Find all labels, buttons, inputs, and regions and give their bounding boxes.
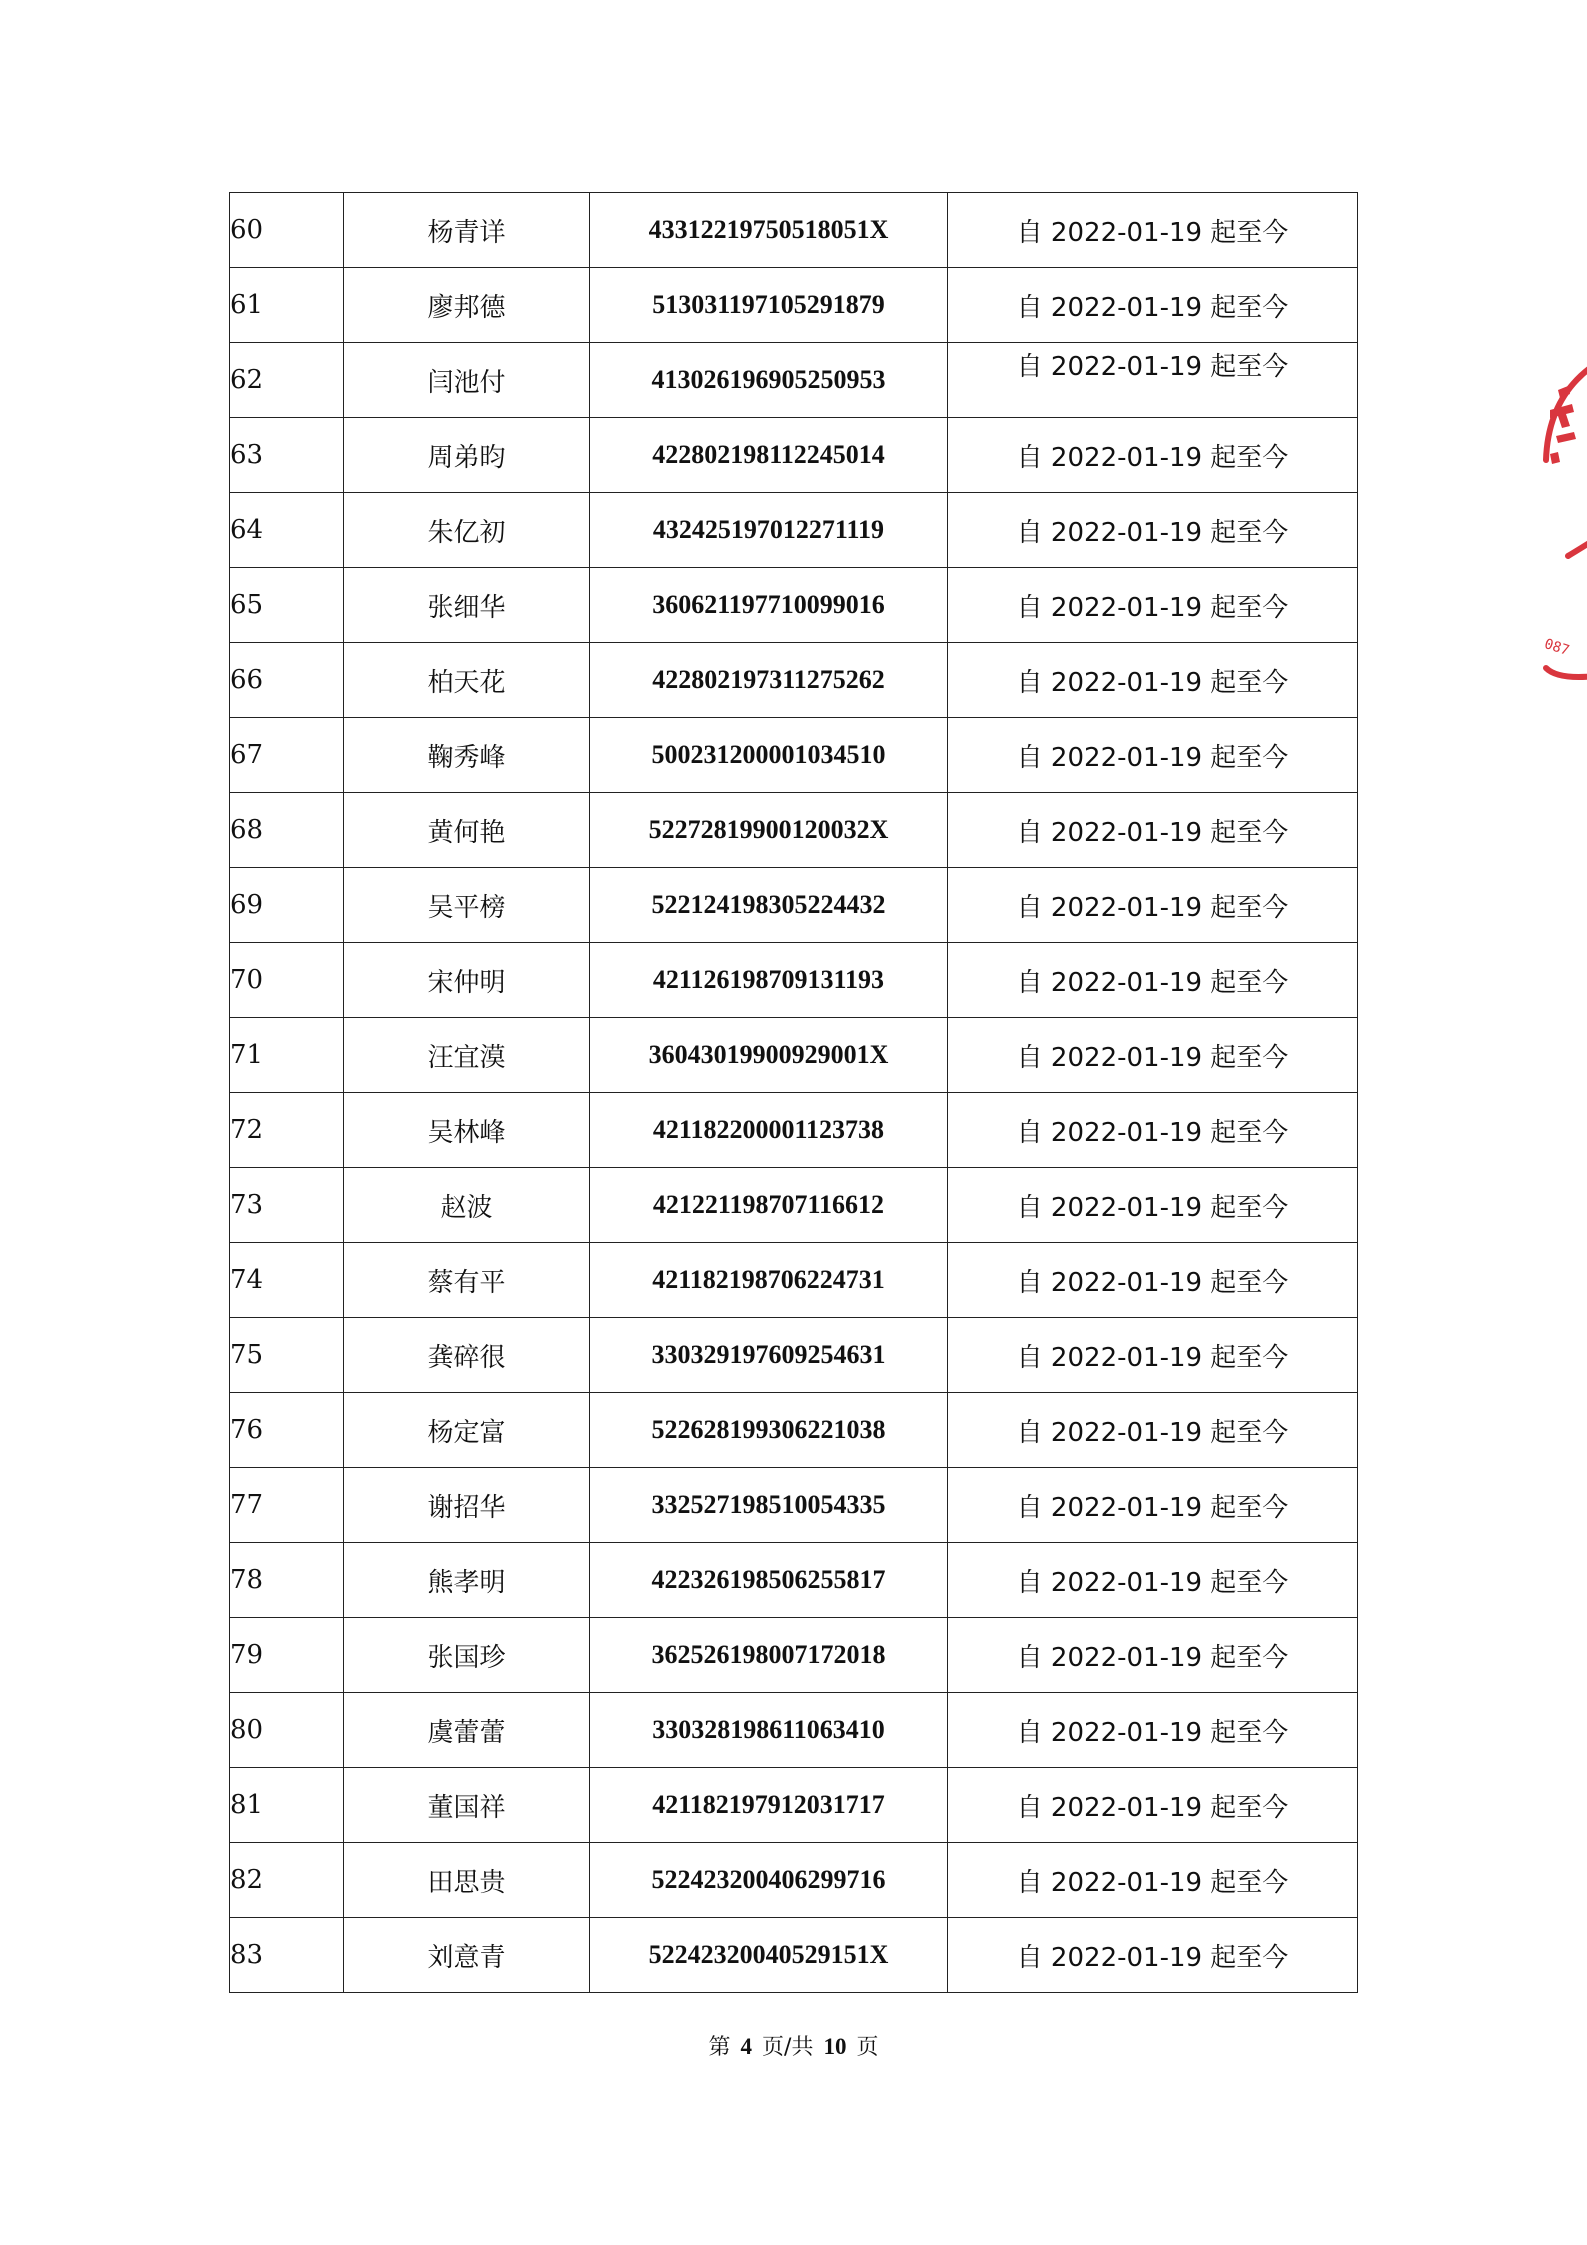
table-row — [230, 868, 1358, 943]
row-number-cell — [230, 1843, 344, 1918]
table-row — [230, 1693, 1358, 1768]
row-number-text: 60 — [230, 215, 264, 245]
name-cell — [344, 1168, 590, 1243]
name-cell — [344, 1393, 590, 1468]
name-text: 蔡有平 — [427, 1267, 506, 1298]
id-number-cell — [590, 568, 948, 643]
table-row — [230, 1243, 1358, 1318]
name-text: 田思贵 — [427, 1867, 506, 1898]
period-text: 自 2022-01-19 起至今 — [1016, 817, 1289, 848]
table-row — [230, 1768, 1358, 1843]
name-cell — [344, 1318, 590, 1393]
row-number-cell — [230, 1318, 344, 1393]
id-number-cell — [590, 193, 948, 268]
id-number-text: 52272819900120032X — [648, 815, 889, 844]
name-cell — [344, 1843, 590, 1918]
row-number-cell — [230, 793, 344, 868]
name-cell — [344, 1768, 590, 1843]
name-text: 吴平榜 — [427, 892, 506, 923]
period-text: 自 2022-01-19 起至今 — [1016, 1642, 1289, 1673]
table-row — [230, 268, 1358, 343]
id-number-text: 422802197311275262 — [652, 665, 885, 694]
name-text: 谢招华 — [427, 1492, 506, 1523]
id-number-cell — [590, 343, 948, 418]
id-number-text: 500231200001034510 — [651, 740, 886, 769]
period-cell — [948, 1768, 1358, 1843]
name-text: 张细华 — [427, 592, 506, 623]
table-row — [230, 718, 1358, 793]
name-text: 杨青详 — [427, 217, 506, 248]
id-number-cell — [590, 718, 948, 793]
id-number-cell — [590, 943, 948, 1018]
table-row — [230, 1168, 1358, 1243]
id-number-text: 36043019900929001X — [648, 1040, 889, 1069]
id-number-text: 421182200001123738 — [652, 1115, 885, 1144]
name-text: 闫池付 — [427, 367, 506, 398]
id-number-text: 522628199306221038 — [651, 1415, 886, 1444]
period-text: 自 2022-01-19 起至今 — [1016, 1792, 1289, 1823]
row-number-text: 62 — [230, 365, 264, 395]
period-text: 自 2022-01-19 起至今 — [1016, 1417, 1289, 1448]
period-cell — [948, 1843, 1358, 1918]
table-row — [230, 568, 1358, 643]
row-number-text: 71 — [230, 1040, 264, 1070]
row-number-cell — [230, 868, 344, 943]
period-cell — [948, 1693, 1358, 1768]
id-number-cell — [590, 1693, 948, 1768]
period-text: 自 2022-01-19 起至今 — [1016, 1942, 1289, 1973]
id-number-cell — [590, 1318, 948, 1393]
id-number-cell — [590, 1468, 948, 1543]
id-number-cell — [590, 1918, 948, 1993]
name-text: 刘意青 — [427, 1942, 506, 1973]
id-number-text: 413026196905250953 — [651, 365, 886, 394]
row-number-cell — [230, 943, 344, 1018]
period-cell — [948, 1918, 1358, 1993]
id-number-text: 360621197710099016 — [652, 590, 885, 619]
id-number-cell — [590, 1843, 948, 1918]
row-number-cell — [230, 343, 344, 418]
row-number-cell — [230, 1768, 344, 1843]
name-text: 宋仲明 — [427, 967, 506, 998]
footer-current-page: 4 — [740, 2034, 753, 2059]
row-number-text: 66 — [230, 665, 264, 695]
period-text: 自 2022-01-19 起至今 — [1016, 1342, 1289, 1373]
period-cell — [948, 1093, 1358, 1168]
name-cell — [344, 1618, 590, 1693]
period-cell — [948, 1393, 1358, 1468]
table-row — [230, 1318, 1358, 1393]
name-cell — [344, 793, 590, 868]
row-number-cell — [230, 1618, 344, 1693]
period-cell — [948, 1543, 1358, 1618]
period-cell — [948, 1318, 1358, 1393]
name-text: 廖邦德 — [427, 292, 506, 323]
id-number-cell — [590, 1243, 948, 1318]
name-cell — [344, 1018, 590, 1093]
id-number-text: 522423200406299716 — [651, 1865, 886, 1894]
page-footer — [0, 2030, 1587, 2061]
period-text: 自 2022-01-19 起至今 — [1016, 667, 1289, 698]
row-number-text: 80 — [230, 1715, 264, 1745]
period-text: 自 2022-01-19 起至今 — [1016, 892, 1289, 923]
period-text: 自 2022-01-19 起至今 — [1016, 592, 1289, 623]
name-text: 龚碎很 — [427, 1342, 506, 1373]
name-cell — [344, 568, 590, 643]
id-number-text: 362526198007172018 — [651, 1640, 886, 1669]
table-row — [230, 1543, 1358, 1618]
name-cell — [344, 343, 590, 418]
id-number-cell — [590, 1018, 948, 1093]
row-number-cell — [230, 1543, 344, 1618]
period-text: 自 2022-01-19 起至今 — [1016, 217, 1289, 248]
name-cell — [344, 643, 590, 718]
id-number-text: 332527198510054335 — [651, 1490, 886, 1519]
row-number-cell — [230, 718, 344, 793]
row-number-cell — [230, 1468, 344, 1543]
name-cell — [344, 868, 590, 943]
name-cell — [344, 418, 590, 493]
name-text: 鞠秀峰 — [427, 742, 506, 773]
row-number-text: 72 — [230, 1115, 264, 1145]
period-text: 自 2022-01-19 起至今 — [1016, 442, 1289, 473]
row-number-cell — [230, 1243, 344, 1318]
name-text: 张国珍 — [427, 1642, 506, 1673]
footer-prefix: 第 — [708, 2035, 731, 2060]
row-number-text: 61 — [230, 290, 264, 320]
period-text: 自 2022-01-19 起至今 — [1016, 292, 1289, 323]
row-number-text: 81 — [230, 1790, 264, 1820]
name-text: 吴林峰 — [427, 1117, 506, 1148]
row-number-text: 79 — [230, 1640, 264, 1670]
id-number-text: 43312219750518051X — [648, 215, 889, 244]
name-text: 董国祥 — [427, 1792, 506, 1823]
period-cell — [948, 568, 1358, 643]
id-number-cell — [590, 1168, 948, 1243]
name-text: 熊孝明 — [427, 1567, 506, 1598]
footer-middle: 页/共 — [762, 2035, 814, 2060]
table-row — [230, 1468, 1358, 1543]
row-number-cell — [230, 268, 344, 343]
table-row — [230, 1393, 1358, 1468]
id-number-cell — [590, 1543, 948, 1618]
table-row — [230, 1018, 1358, 1093]
row-number-text: 67 — [230, 740, 264, 770]
id-number-text: 432425197012271119 — [652, 515, 885, 544]
id-number-cell — [590, 1393, 948, 1468]
period-cell — [948, 643, 1358, 718]
row-number-text: 63 — [230, 440, 264, 470]
period-text: 自 2022-01-19 起至今 — [1016, 1717, 1289, 1748]
id-number-cell — [590, 643, 948, 718]
period-cell — [948, 493, 1358, 568]
period-text: 自 2022-01-19 起至今 — [1016, 967, 1289, 998]
name-cell — [344, 1543, 590, 1618]
name-cell — [344, 1243, 590, 1318]
period-cell — [948, 718, 1358, 793]
row-number-text: 74 — [230, 1265, 264, 1295]
name-text: 杨定富 — [427, 1417, 506, 1448]
row-number-text: 73 — [230, 1190, 264, 1220]
table-row — [230, 1618, 1358, 1693]
id-number-text: 513031197105291879 — [652, 290, 885, 319]
row-number-cell — [230, 418, 344, 493]
table-row — [230, 1093, 1358, 1168]
id-number-cell — [590, 493, 948, 568]
footer-suffix: 页 — [856, 2035, 879, 2060]
name-cell — [344, 718, 590, 793]
period-text: 自 2022-01-19 起至今 — [1016, 1867, 1289, 1898]
red-seal-stamp — [1538, 350, 1587, 710]
period-text: 自 2022-01-19 起至今 — [1016, 1192, 1289, 1223]
period-cell — [948, 193, 1358, 268]
id-number-text: 421182197912031717 — [652, 1790, 885, 1819]
id-number-text: 330329197609254631 — [651, 1340, 886, 1369]
name-text: 周弟昀 — [427, 442, 506, 473]
name-cell — [344, 1468, 590, 1543]
seal-number: 087 — [1542, 636, 1572, 660]
name-text: 汪宜漠 — [427, 1042, 506, 1073]
id-number-text: 52242320040529151X — [648, 1940, 889, 1969]
row-number-text: 76 — [230, 1415, 264, 1445]
row-number-text: 65 — [230, 590, 264, 620]
period-cell — [948, 1468, 1358, 1543]
row-number-text: 83 — [230, 1940, 264, 1970]
period-text: 自 2022-01-19 起至今 — [1016, 351, 1289, 382]
name-cell — [344, 1693, 590, 1768]
row-number-cell — [230, 1168, 344, 1243]
period-text: 自 2022-01-19 起至今 — [1016, 1567, 1289, 1598]
period-text: 自 2022-01-19 起至今 — [1016, 742, 1289, 773]
period-cell — [948, 943, 1358, 1018]
table-row — [230, 193, 1358, 268]
table-row — [230, 493, 1358, 568]
name-text: 赵波 — [440, 1192, 493, 1223]
row-number-cell — [230, 568, 344, 643]
row-number-text: 82 — [230, 1865, 264, 1895]
id-number-text: 330328198611063410 — [652, 1715, 885, 1744]
period-text: 自 2022-01-19 起至今 — [1016, 517, 1289, 548]
row-number-text: 75 — [230, 1340, 264, 1370]
row-number-cell — [230, 1018, 344, 1093]
table-row — [230, 343, 1358, 418]
id-number-text: 522124198305224432 — [651, 890, 886, 919]
name-cell — [344, 943, 590, 1018]
personnel-table — [229, 192, 1358, 1993]
footer-total-pages: 10 — [823, 2034, 847, 2059]
table-row — [230, 1918, 1358, 1993]
period-text: 自 2022-01-19 起至今 — [1016, 1042, 1289, 1073]
id-number-cell — [590, 1618, 948, 1693]
id-number-cell — [590, 268, 948, 343]
id-number-text: 422802198112245014 — [652, 440, 885, 469]
period-cell — [948, 1018, 1358, 1093]
row-number-cell — [230, 1093, 344, 1168]
period-cell — [948, 1243, 1358, 1318]
row-number-cell — [230, 493, 344, 568]
id-number-cell — [590, 793, 948, 868]
table-row — [230, 1843, 1358, 1918]
name-cell — [344, 193, 590, 268]
table-row — [230, 418, 1358, 493]
row-number-cell — [230, 193, 344, 268]
row-number-cell — [230, 1918, 344, 1993]
period-cell — [948, 793, 1358, 868]
id-number-cell — [590, 418, 948, 493]
row-number-cell — [230, 1693, 344, 1768]
row-number-text: 69 — [230, 890, 264, 920]
id-number-cell — [590, 1768, 948, 1843]
id-number-text: 422326198506255817 — [651, 1565, 886, 1594]
period-cell — [948, 268, 1358, 343]
row-number-text: 70 — [230, 965, 264, 995]
period-cell — [948, 343, 1358, 418]
table-row — [230, 943, 1358, 1018]
row-number-text: 78 — [230, 1565, 264, 1595]
id-number-text: 421182198706224731 — [652, 1265, 885, 1294]
id-number-text: 421221198707116612 — [652, 1190, 885, 1219]
name-cell — [344, 1093, 590, 1168]
name-cell — [344, 493, 590, 568]
name-cell — [344, 1918, 590, 1993]
name-text: 朱亿初 — [427, 517, 506, 548]
period-cell — [948, 1168, 1358, 1243]
name-text: 黄何艳 — [427, 817, 506, 848]
name-text: 柏天花 — [427, 667, 506, 698]
period-text: 自 2022-01-19 起至今 — [1016, 1267, 1289, 1298]
row-number-text: 68 — [230, 815, 264, 845]
period-text: 自 2022-01-19 起至今 — [1016, 1117, 1289, 1148]
period-cell — [948, 868, 1358, 943]
id-number-text: 421126198709131193 — [652, 965, 885, 994]
row-number-text: 64 — [230, 515, 264, 545]
row-number-cell — [230, 1393, 344, 1468]
period-cell — [948, 1618, 1358, 1693]
id-number-cell — [590, 1093, 948, 1168]
table-row — [230, 643, 1358, 718]
personnel-table-body — [230, 193, 1358, 1993]
name-text: 虞蕾蕾 — [427, 1717, 506, 1748]
period-cell — [948, 418, 1358, 493]
row-number-cell — [230, 643, 344, 718]
row-number-text: 77 — [230, 1490, 264, 1520]
table-row — [230, 793, 1358, 868]
id-number-cell — [590, 868, 948, 943]
period-text: 自 2022-01-19 起至今 — [1016, 1492, 1289, 1523]
name-cell — [344, 268, 590, 343]
